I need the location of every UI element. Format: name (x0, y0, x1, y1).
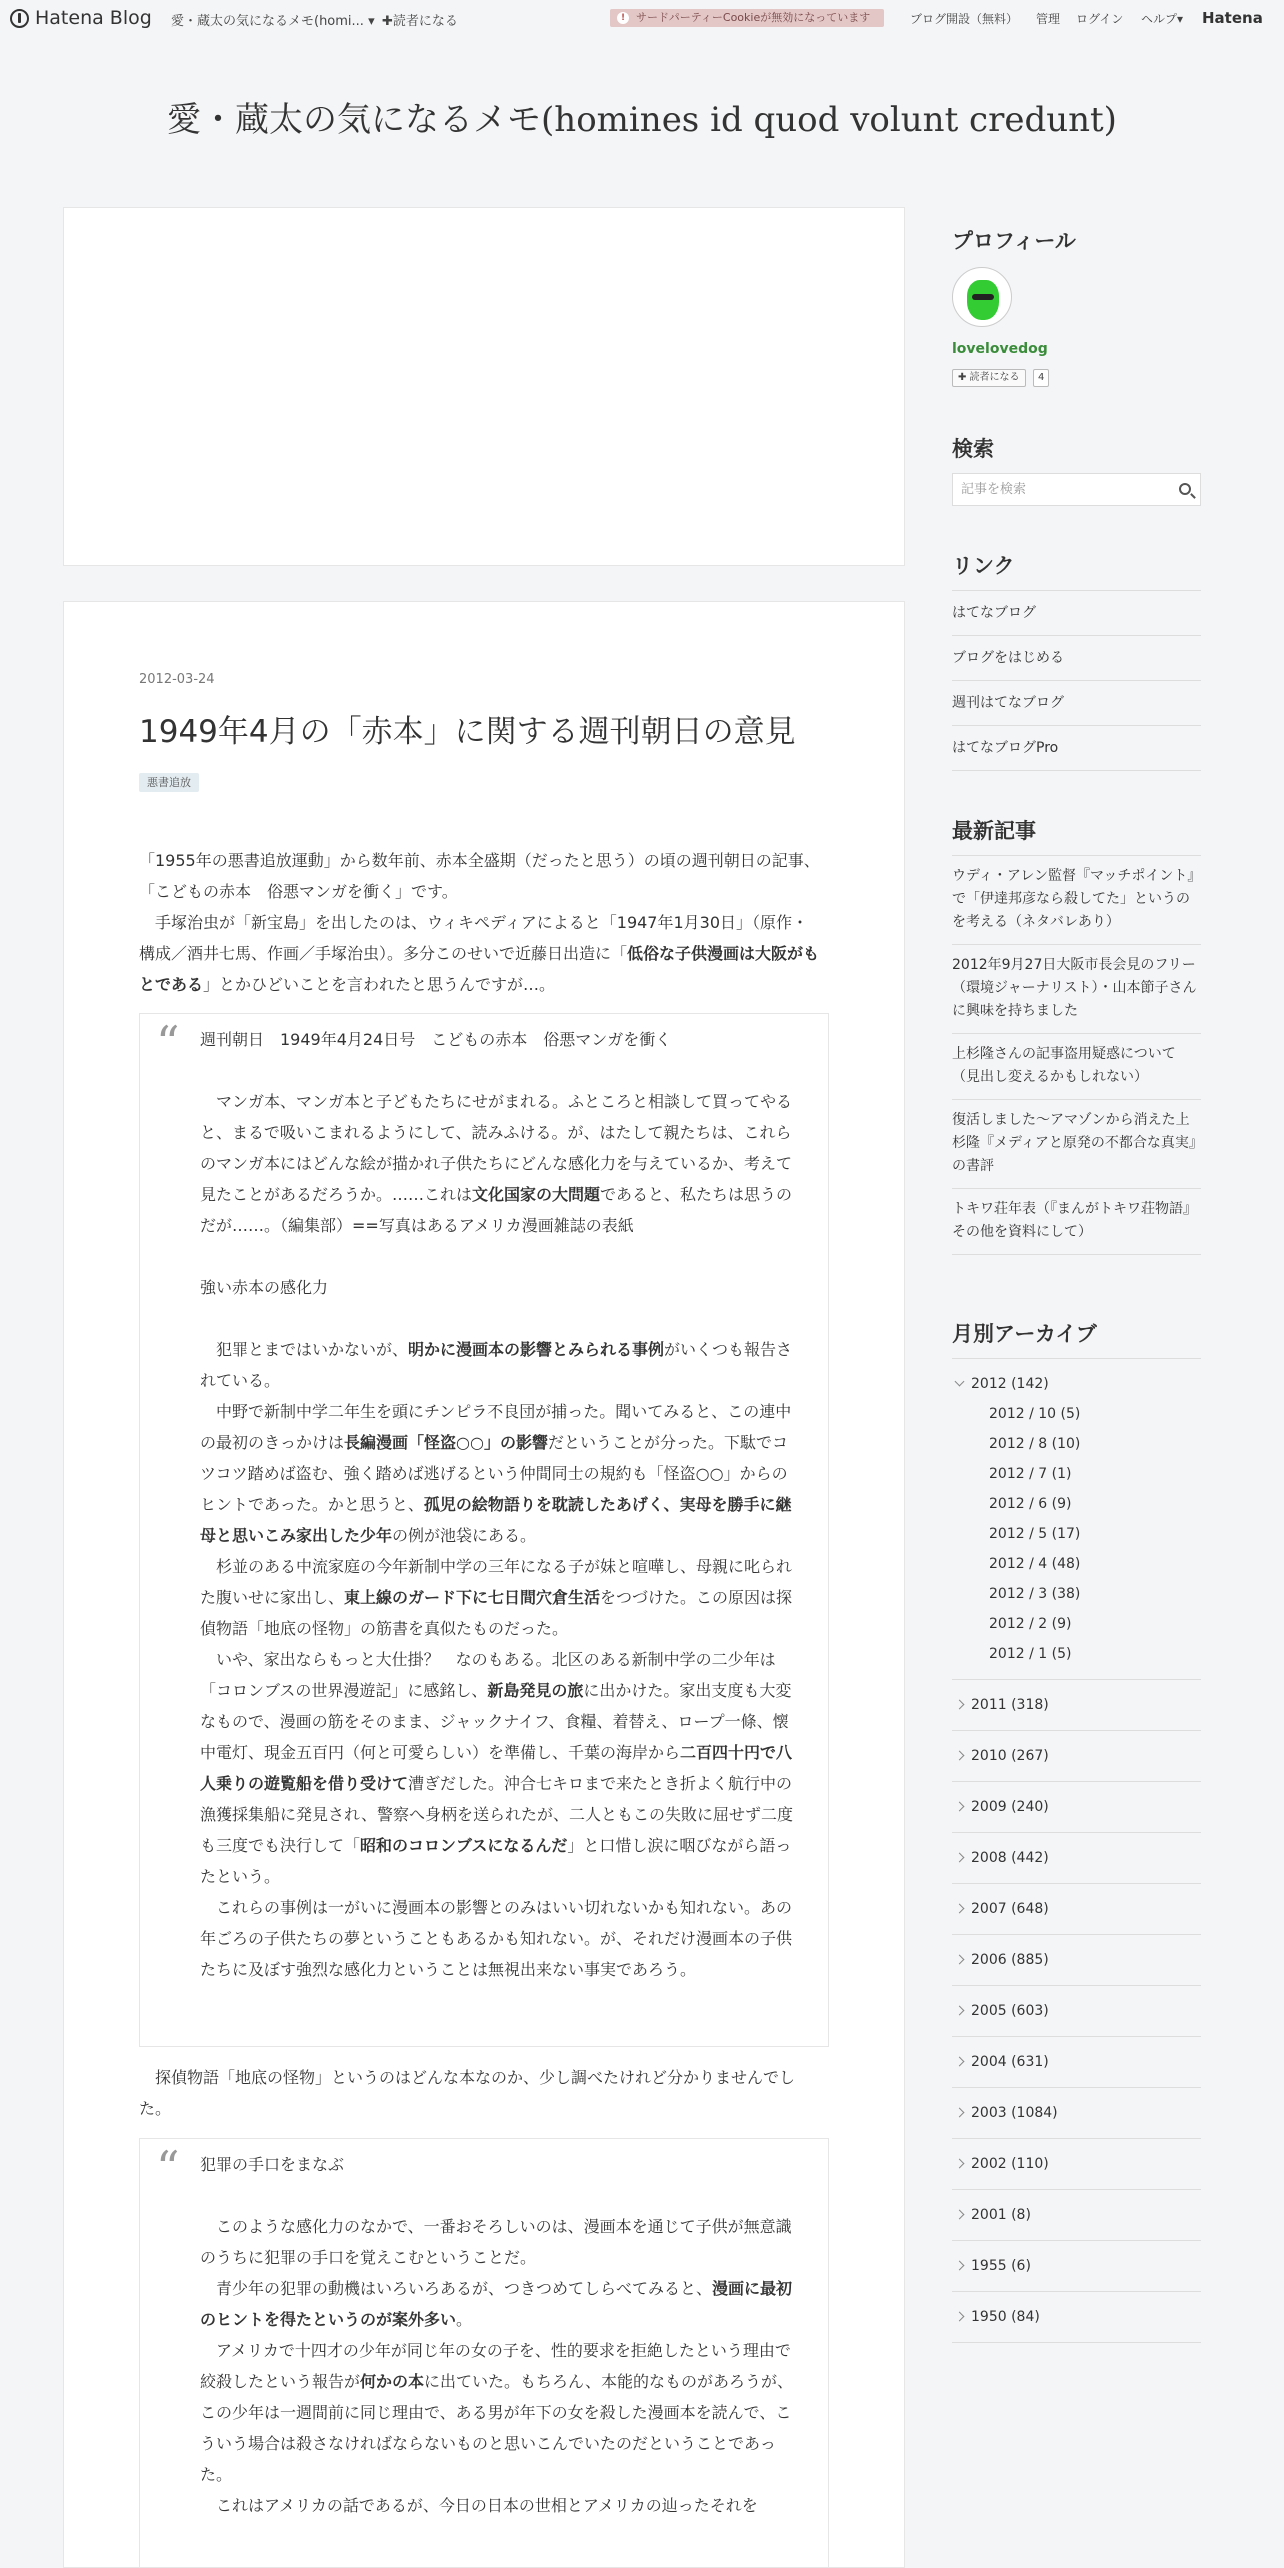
blockquote (139, 1013, 829, 2047)
recent-heading: 最新記事 (952, 819, 1036, 843)
chevron-right-icon[interactable] (955, 2261, 965, 2271)
quote-paragraph: これはアメリカの話であるが、今日の日本の世相とアメリカの辿ったそれを (216, 2496, 758, 2515)
chevron-right-icon[interactable] (955, 2006, 965, 2016)
archive-year[interactable]: 2008 (442) (971, 1850, 1049, 1866)
archive-year[interactable]: 2004 (631) (971, 2054, 1049, 2070)
quote-paragraph: いや、家出ならもっと大仕掛？ なのもある。北区のある新制中学の二少年は「コロンブスの世界漫遊記」に感銘し、新島発見の旅に出かけた。家出支度も大変なもので、漫画の筋をそのまま、ジャックナイフ、食糧、着替え、ロープ一條、懐中電灯、現金五百円（何と可愛らしい）を準備し、千葉の海岸から二百四十円で八人乗りの遊覧船を借り受けて漕ぎだした。沖合七キロまで来たとき折よく航行中の漁獲採集船に発見され、警察へ身柄を送られたが、二人ともこの失敗に屈せず二度も三度でも決行して「昭和のコロンブスになるんだ」と口惜し涙に咽びながら語ったという。 (200, 1650, 793, 1886)
divider (952, 1358, 1201, 1359)
subscribe-button[interactable]: ✚読者になる (382, 14, 458, 29)
recent-item[interactable]: ウディ・アレン監督『マッチポイント』で「伊達邦彦なら殺してた」というのを考える（ネタバレあり） (952, 856, 1201, 945)
chevron-right-icon[interactable] (955, 2057, 965, 2067)
chevron-right-icon[interactable] (955, 1802, 965, 1812)
archive-year[interactable]: 2007 (648) (971, 1901, 1049, 1917)
help-menu[interactable]: ヘルプ▾ (1141, 12, 1184, 26)
entry-paragraph: 探偵物語「地底の怪物」というのはどんな本なのか、少し調べたけれど分かりませんでした。 (139, 2068, 796, 2118)
links-list (952, 590, 1201, 771)
archive-month[interactable]: 2012 / 6 (9) (989, 1496, 1072, 1512)
divider (952, 2240, 1201, 2241)
avatar-face-icon (967, 280, 999, 320)
quote-paragraph: 青少年の犯罪の動機はいろいろあるが、つきつめてしらべてみると、漫画に最初のヒントを得たというのが案外多い。 (200, 2279, 793, 2329)
hatena-link[interactable]: Hatena (1202, 9, 1263, 27)
quote-paragraph: これらの事例は一がいに漫画本の影響とのみはいい切れないかも知れない。あの年ごろの子供たちの夢ということもあるかも知れない。が、それだけ漫画本の子供たちに及ぼす強烈な感化力ということは無視出来ない事実であろう。 (200, 1898, 793, 1979)
recent-list (952, 855, 1201, 1255)
blog-name-menu[interactable]: 愛・蔵太の気になるメモ(homi... ▾ (171, 14, 375, 29)
entry-intro (139, 845, 821, 1000)
chevron-right-icon[interactable] (955, 1751, 965, 1761)
chevron-right-icon[interactable] (955, 1853, 965, 1863)
recent-item[interactable]: 復活しました～アマゾンから消えた上杉隆『メディアと原発の不都合な真実』の書評 (952, 1100, 1201, 1189)
divider (952, 1679, 1201, 1680)
quote-paragraph: このような感化力のなかで、一番おそろしいのは、漫画本を通じて子供が無意識のうちに犯罪の手口を覚えこむということだ。 (200, 2217, 792, 2267)
blockquote (139, 2138, 829, 2568)
archive-year[interactable]: 2011 (318) (971, 1697, 1049, 1713)
chevron-down-icon[interactable] (955, 1377, 965, 1387)
logo-text: Hatena Blog (35, 7, 152, 29)
quote-paragraph: アメリカで十四才の少年が同じ年の女の子を、性的要求を拒絶したという理由で絞殺したという報告が何かの本に出ていた。もちろん、本能的なものがあろうが、この少年は一週間前に同じ理由で、ある男が年下の女を殺した漫画本を読んで、こういう場合は殺さなければならないものと思いこんでいたのだということであった。 (200, 2341, 793, 2484)
profile-heading: プロフィール (952, 229, 1076, 253)
link-item[interactable]: はてなブログ (952, 591, 1201, 636)
hatena-blog-logo[interactable] (10, 7, 152, 29)
archive-month[interactable]: 2012 / 7 (1) (989, 1466, 1072, 1482)
quote-title: 犯罪の手口をまなぶ (200, 2155, 345, 2174)
archive-month[interactable]: 2012 / 1 (5) (989, 1646, 1072, 1662)
archive-year[interactable]: 2001 (8) (971, 2207, 1031, 2223)
blog-title[interactable]: 愛・蔵太の気になるメモ(homines id quod volunt credunt) (167, 100, 1117, 140)
recent-item[interactable]: トキワ荘年表（『まんがトキワ荘物語』その他を資料にして） (952, 1189, 1201, 1255)
intro-paragraph-2: 手塚治虫が「新宝島」を出したのは、ウィキペディアによると「1947年1月30日」（原作・構成／酒井七馬、作画／手塚治虫）。多分このせいで近藤日出造に「低俗な子供漫画は大阪がもとである」とかひどいことを言われたと思うんですが…。 (139, 913, 820, 994)
category-badge[interactable]: 悪書追放 (139, 773, 199, 792)
archive-month[interactable]: 2012 / 5 (17) (989, 1526, 1081, 1542)
warning-icon: ! (617, 12, 629, 24)
recent-item[interactable]: 2012年9月27日大阪市長会見のフリー（環境ジャーナリスト）・山本節子さんに興味を持ちました (952, 945, 1201, 1034)
archive-year[interactable]: 2002 (110) (971, 2156, 1049, 2172)
archive-year[interactable]: 1950 (84) (971, 2309, 1040, 2325)
start-blog-link[interactable]: ブログ開設（無料） (910, 12, 1019, 26)
archive-month[interactable]: 2012 / 3 (38) (989, 1586, 1081, 1602)
intro-paragraph-1: 「1955年の悪書追放運動」から数年前、赤本全盛期（だったと思う）の頃の週刊朝日の記事、「こどもの赤本 俗悪マンガを衝く」です。 (139, 851, 820, 901)
quote-paragraph: 杉並のある中流家庭の今年新制中学の三年になる子が妹と喧嘩し、母親に叱られた腹いせに家出し、東上線のガード下に七日間穴倉生活をつづけた。この原因は探偵物語「地底の怪物」の筋書を真似たものだった。 (200, 1557, 793, 1638)
search-heading: 検索 (952, 437, 994, 461)
divider (952, 2138, 1201, 2139)
admin-link[interactable]: 管理 (1036, 12, 1061, 26)
links-heading: リンク (952, 554, 1015, 578)
chevron-right-icon[interactable] (955, 2312, 965, 2322)
divider (952, 2087, 1201, 2088)
ad-area (63, 207, 905, 566)
quote-paragraph: 犯罪とまではいかないが、明かに漫画本の影響とみられる事例がいくつも報告されている。 (200, 1340, 793, 1390)
chevron-right-icon[interactable] (955, 2159, 965, 2169)
archive-year[interactable]: 2009 (240) (971, 1799, 1049, 1815)
cookie-notice-text: サードパーティーCookieが無効になっています (636, 11, 871, 24)
search-input[interactable] (952, 473, 1201, 506)
divider (952, 1730, 1201, 1731)
link-item[interactable]: はてなブログPro (952, 726, 1201, 771)
link-item[interactable]: ブログをはじめる (952, 636, 1201, 681)
chevron-right-icon[interactable] (955, 1700, 965, 1710)
quote-mark-icon: “ (156, 1016, 180, 1070)
archive-year-2012[interactable]: 2012 (142) (971, 1376, 1049, 1392)
archive-year[interactable]: 2006 (885) (971, 1952, 1049, 1968)
avatar[interactable] (952, 267, 1012, 327)
quote-mark-icon: “ (156, 2141, 180, 2195)
chevron-right-icon[interactable] (955, 2210, 965, 2220)
chevron-right-icon[interactable] (955, 2108, 965, 2118)
divider (952, 2036, 1201, 2037)
entry-title[interactable]: 1949年4月の「赤本」に関する週刊朝日の意見 (139, 714, 796, 750)
link-item[interactable]: 週刊はてなブログ (952, 681, 1201, 726)
cookie-notice[interactable] (610, 9, 884, 27)
archive-month[interactable]: 2012 / 10 (5) (989, 1406, 1081, 1422)
search-icon[interactable] (1179, 483, 1191, 495)
quote-paragraph: マンガ本、マンガ本と子どもたちにせがまれる。ふところと相談して買ってやると、まるで吸いこまれるようにして、読みふける。が、はたして親たちは、これらのマンガ本にはどんな絵が描かれ子供たちにどんな感化力を与えているか、考えて見たことがあるだろうか。……これは文化国家の大問題であると、私たちは思うのだが……。（編集部）==写真はあるアメリカ漫画雑誌の表紙 (200, 1092, 793, 1235)
archive-year[interactable]: 2005 (603) (971, 2003, 1049, 2019)
archive-year[interactable]: 2010 (267) (971, 1748, 1049, 1764)
search-placeholder: 記事を検索 (961, 482, 1027, 497)
divider (952, 2342, 1201, 2343)
entry-date[interactable]: 2012-03-24 (139, 672, 215, 687)
login-link[interactable]: ログイン (1076, 12, 1124, 26)
divider (952, 1781, 1201, 1782)
archive-heading: 月別アーカイブ (952, 1322, 1097, 1346)
divider (952, 2291, 1201, 2292)
chevron-right-icon[interactable] (955, 1955, 965, 1965)
quote-subtitle: 強い赤本の感化力 (200, 1278, 329, 1297)
divider (952, 1883, 1201, 1884)
avatar-eyes-icon (972, 294, 994, 300)
reader-count-badge: 4 (1033, 369, 1049, 387)
hatena-logo-icon (10, 9, 29, 28)
quote-paragraph: 中野で新制中学二年生を頭にチンピラ不良団が捕った。聞いてみると、この連中の最初のきっかけは長編漫画「怪盗○○」の影響だということが分った。下駄でコツコツ踏めば盗む、強く踏めば逃げるという仲間同士の規約も「怪盗○○」からのヒントであった。かと思うと、孤児の絵物語りを耽読したあげく、実母を勝手に継母と思いこみ家出した少年の例が池袋にある。 (200, 1402, 792, 1545)
profile-name-link[interactable]: lovelovedog (952, 341, 1048, 357)
archive-year[interactable]: 1955 (6) (971, 2258, 1031, 2274)
divider (952, 1832, 1201, 1833)
archive-month[interactable]: 2012 / 8 (10) (989, 1436, 1081, 1452)
divider (952, 1934, 1201, 1935)
archive-month[interactable]: 2012 / 4 (48) (989, 1556, 1081, 1572)
recent-item[interactable]: 上杉隆さんの記事盗用疑惑について（見出し変えるかもしれない） (952, 1034, 1201, 1100)
top-navbar (0, 0, 1284, 36)
archive-month[interactable]: 2012 / 2 (9) (989, 1616, 1072, 1632)
archive-year[interactable]: 2003 (1084) (971, 2105, 1058, 2121)
divider (952, 2189, 1201, 2190)
chevron-right-icon[interactable] (955, 1904, 965, 1914)
divider (952, 1985, 1201, 1986)
quote-title: 週刊朝日 1949年4月24日号 こどもの赤本 俗悪マンガを衝く (200, 1030, 672, 1049)
sidebar-subscribe-button[interactable]: ✚ 読者になる (952, 369, 1026, 387)
